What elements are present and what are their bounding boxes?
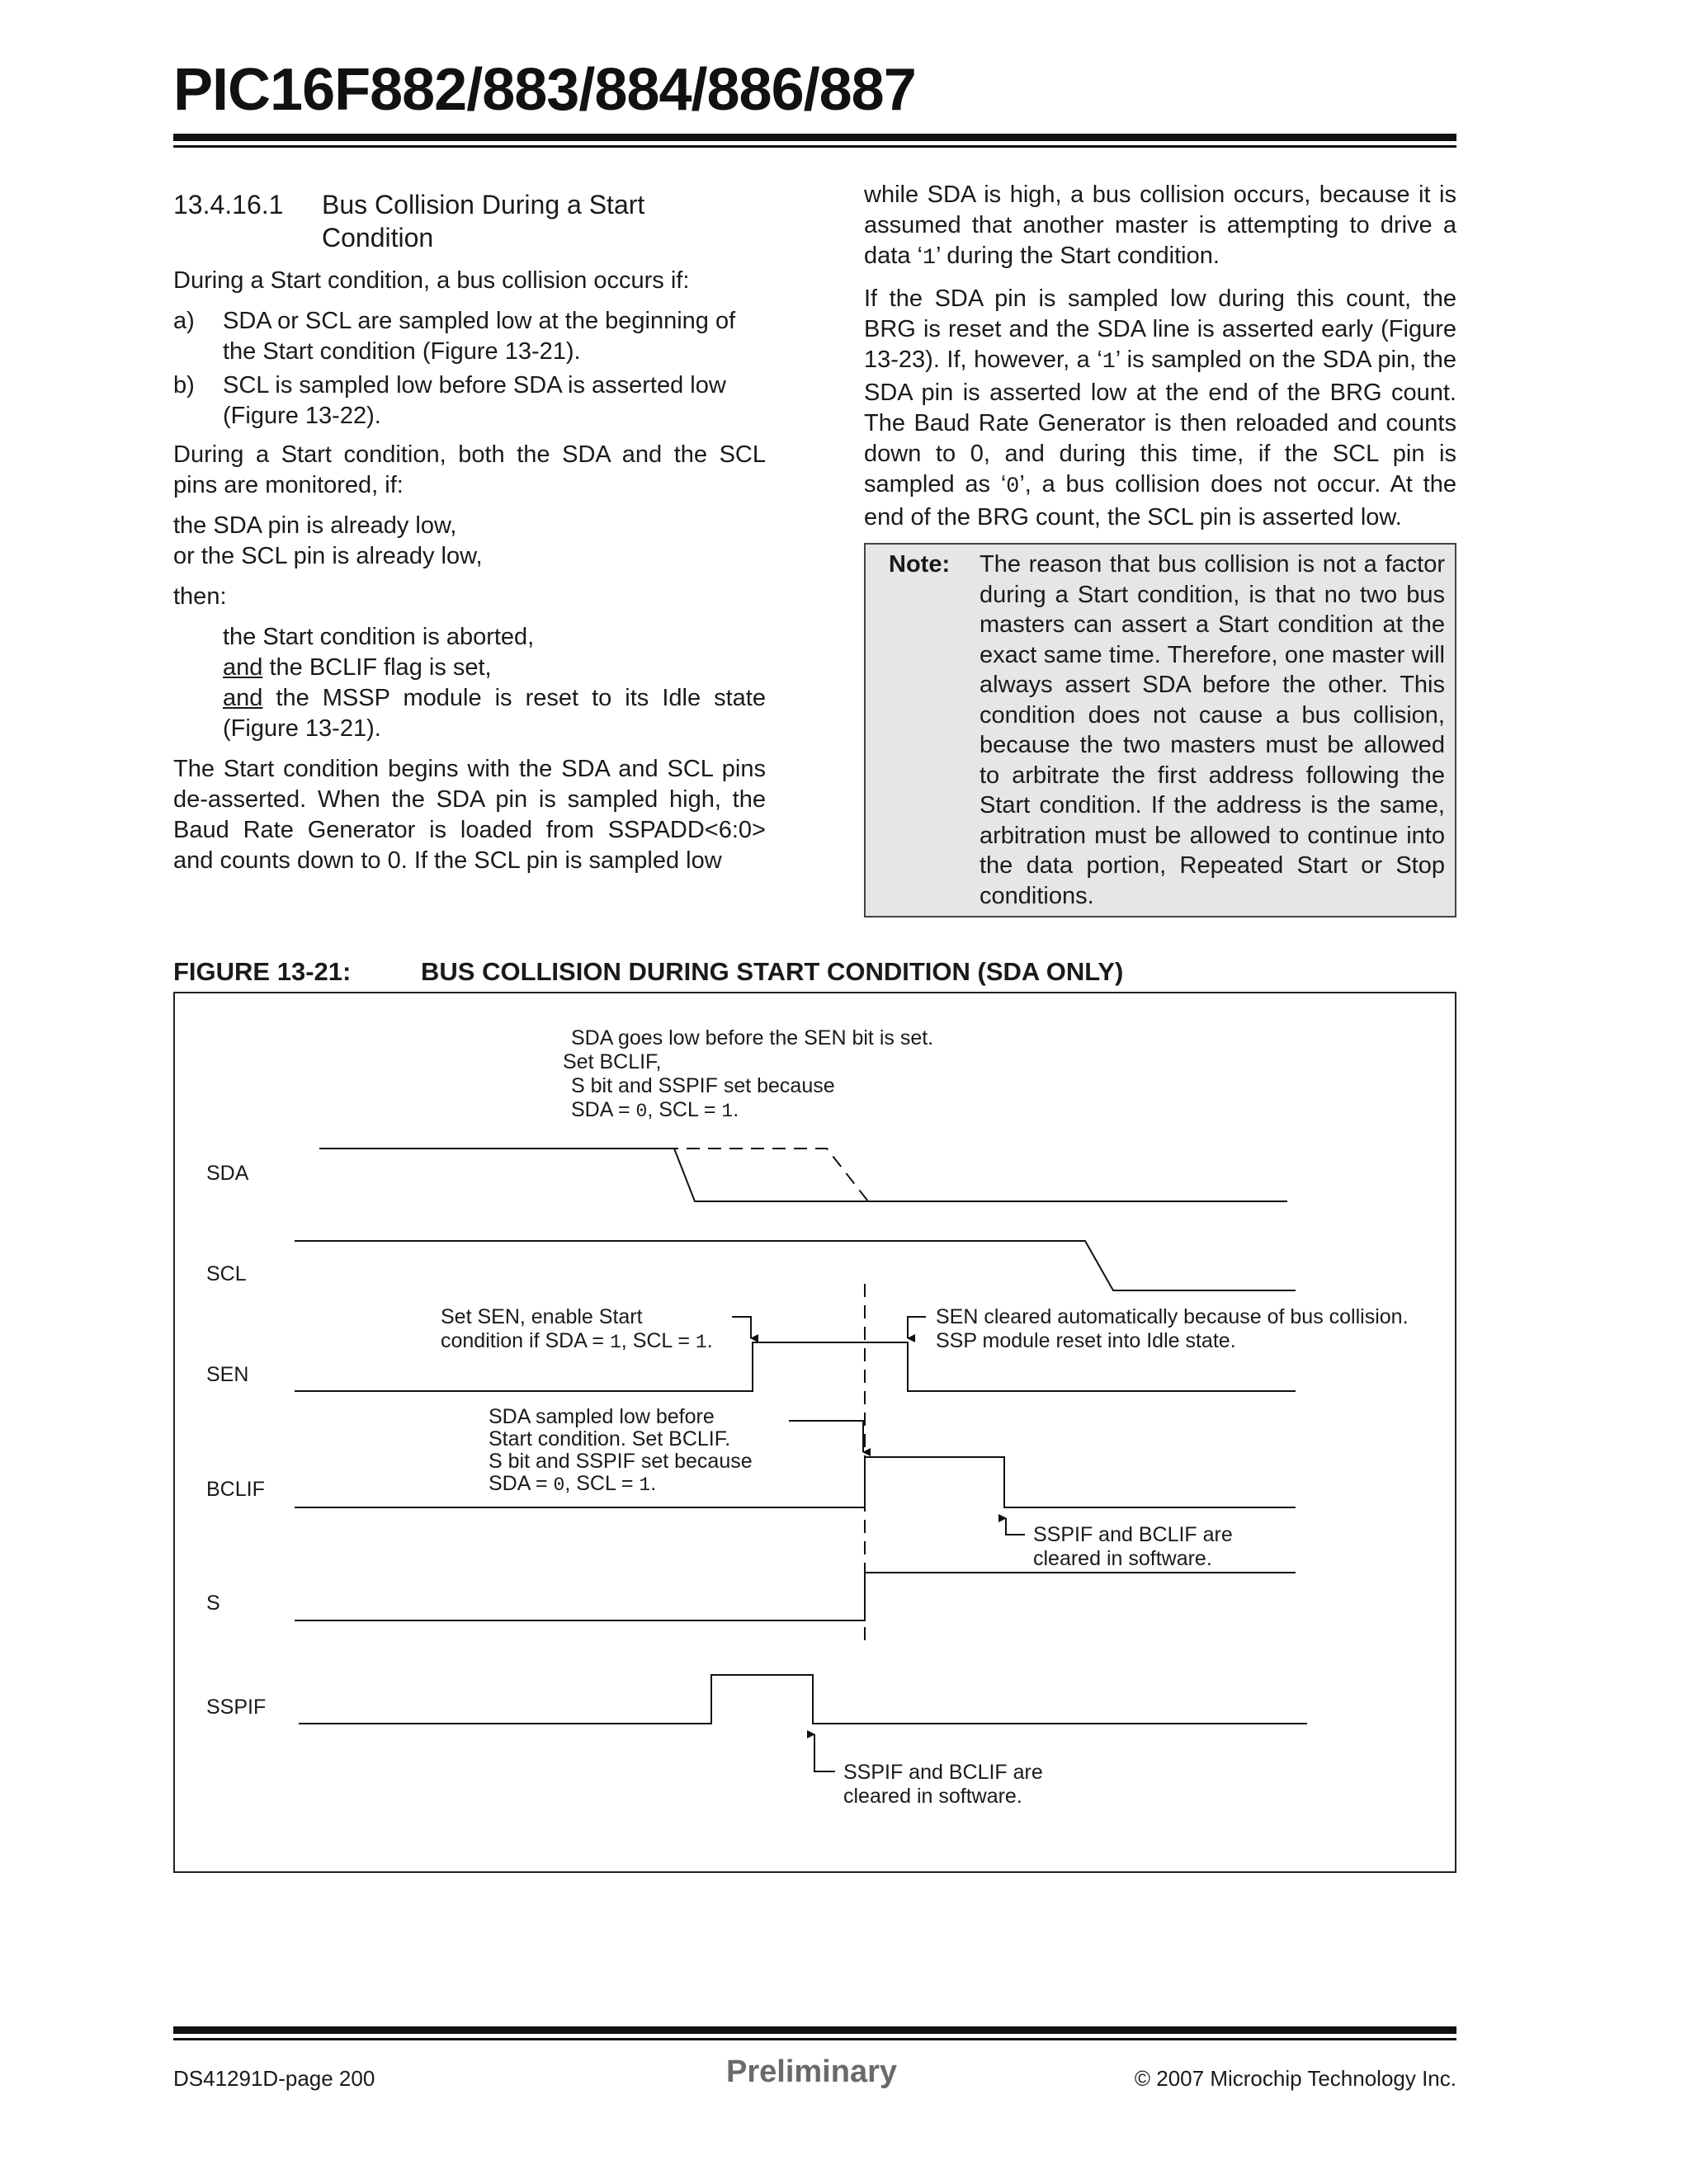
note-box xyxy=(864,543,1456,917)
text-run: ’ during the Start condition. xyxy=(935,243,1220,269)
s-waveform xyxy=(295,1573,1296,1620)
and-word: and xyxy=(223,654,263,681)
annotation-set-sen xyxy=(441,1305,713,1355)
section-title-line1: Bus Collision During a Start xyxy=(322,190,645,219)
timing-diagram-svg xyxy=(175,993,1458,1875)
annotation-line: cleared in software. xyxy=(843,1785,1022,1808)
annotation-line: SSP module reset into Idle state. xyxy=(936,1329,1236,1352)
annotation-line: Set SEN, enable Start xyxy=(441,1305,643,1328)
annotation-line: SSPIF and BCLIF are xyxy=(1033,1523,1233,1546)
code-value: 1 xyxy=(922,246,936,271)
annotation-line: S bit and SSPIF set because xyxy=(489,1450,753,1473)
monitor-paragraph: During a Start condition, both the SDA and the SCL pins are monitored, if: xyxy=(173,441,766,498)
annotation-line: Start condition. Set BCLIF. xyxy=(489,1427,731,1450)
result-paragraph xyxy=(223,622,766,744)
text-run: ’, a bus collision does not occur. At the end of the BRG count, the SCL pin is asserted low. xyxy=(864,471,1456,531)
result-line2: the BCLIF flag is set, xyxy=(262,654,492,681)
figure-caption xyxy=(173,957,1123,987)
note-label: Note: xyxy=(889,551,951,578)
note-text: The reason that bus collision is not a factor during a Start condition, is that no two bus masters can assert a Start condition at the exact same time. Therefore, one master will always assert SDA before the other. This condition does not cause a bus collision, because the two masters must be allowed to arbitrate the first address following the Start condition. If the address is the same, arbitration must be allowed to continue into the data portion, Repeated Start or Stop conditions. xyxy=(980,551,1445,909)
annotation-line: cleared in software. xyxy=(1033,1547,1212,1570)
code-value: 1 xyxy=(1102,350,1116,375)
annotation-line: SDA = 0, SCL = 1. xyxy=(571,1098,739,1122)
signal-label-sen: SEN xyxy=(206,1363,249,1386)
condition-paragraph xyxy=(173,511,766,572)
intro-paragraph: During a Start condition, a bus collision occurs if: xyxy=(173,267,690,294)
result-line3: the MSSP module is reset to its Idle state (Figure 13-21). xyxy=(223,685,766,742)
figure-title: BUS COLLISION DURING START CONDITION (SDA ONLY) xyxy=(421,957,1124,986)
signal-label-sda: SDA xyxy=(206,1162,249,1185)
annotation-line: SDA = 0, SCL = 1. xyxy=(489,1472,657,1496)
list-marker: a) xyxy=(173,308,195,334)
sen-cleared-arrow xyxy=(908,1317,926,1338)
signal-label-sspif: SSPIF xyxy=(206,1696,267,1719)
header-rule-thin xyxy=(173,145,1456,148)
page-number: DS41291D-page 200 xyxy=(173,2066,375,2091)
sda-dashed-waveform xyxy=(579,1149,868,1201)
copyright: © 2007 Microchip Technology Inc. xyxy=(1134,2066,1456,2091)
brg-paragraph xyxy=(864,284,1456,533)
condition-line2: or the SCL pin is already low, xyxy=(173,543,483,569)
and-word: and xyxy=(223,685,263,711)
annotation-sda-sampled-low xyxy=(489,1406,753,1497)
section-title-line2: Condition xyxy=(322,223,434,252)
bclif-waveform xyxy=(295,1457,1296,1507)
list-text: SDA or SCL are sampled low at the beginning of the Start condition (Figure 13-21). xyxy=(223,308,736,365)
annotation-line: S bit and SSPIF set because xyxy=(571,1074,835,1097)
condition-line1: the SDA pin is already low, xyxy=(173,512,457,539)
annotation-cleared-sspif xyxy=(843,1761,1043,1809)
list-item xyxy=(173,370,766,432)
annotation-line: SDA goes low before the SEN bit is set. xyxy=(571,1026,934,1050)
continuation-paragraph xyxy=(864,180,1456,274)
list-text: SCL is sampled low before SDA is asserted low (Figure 13-22). xyxy=(223,372,726,429)
left-column xyxy=(173,188,766,886)
sda-waveform xyxy=(319,1149,1287,1201)
footer-rule-thick xyxy=(173,2026,1456,2034)
annotation-sda-low xyxy=(563,1026,933,1124)
section-title xyxy=(322,188,644,254)
code-value: 0 xyxy=(1006,474,1020,499)
annotation-line: SEN cleared automatically because of bus collision. xyxy=(936,1305,1409,1328)
start-condition-paragraph: The Start condition begins with the SDA and SCL pins de-asserted. When the SDA pin is sampled high, the Baud Rate Generator is loaded from SSPADD<6:0> and counts down to 0. If the SCL pin is sampled low xyxy=(173,756,766,874)
timing-diagram xyxy=(173,992,1456,1873)
scl-waveform xyxy=(295,1241,1296,1290)
text-run: while SDA is high, a bus collision occurs, because it is assumed that another master is attempting to drive a data ‘ xyxy=(864,182,1456,269)
sampled-low-arrow xyxy=(789,1421,863,1452)
set-sen-arrow xyxy=(732,1317,751,1338)
text-run: ’ is sampled on the SDA pin, the SDA pin is asserted low at the end of the BRG count. The Baud Rate Generator is then reloaded and counts down to 0, and during this time, if the SCL pin is sampled as ‘ xyxy=(864,347,1456,498)
preliminary-label: Preliminary xyxy=(726,2054,897,2089)
list-item xyxy=(173,306,766,367)
then-paragraph: then: xyxy=(173,583,227,610)
text-run: If the SDA pin is sampled low during this count, the BRG is reset and the SDA line is asserted early (Figure 13-23). If, however, a ‘ xyxy=(864,285,1456,373)
annotation-cleared-bclif xyxy=(1033,1523,1233,1571)
clear-arrow-2 xyxy=(814,1734,835,1771)
figure-number: FIGURE 13-21: xyxy=(173,957,352,986)
result-line1: the Start condition is aborted, xyxy=(223,624,535,650)
annotation-line: SDA sampled low before xyxy=(489,1405,715,1428)
sspif-waveform xyxy=(299,1675,1307,1724)
right-column xyxy=(864,180,1456,917)
annotation-sen-cleared xyxy=(936,1305,1409,1353)
signal-label-scl: SCL xyxy=(206,1262,247,1285)
annotation-line: Set BCLIF, xyxy=(563,1050,662,1073)
section-heading xyxy=(173,188,766,254)
list-marker: b) xyxy=(173,372,195,399)
page-title: PIC16F882/883/884/886/887 xyxy=(173,57,916,123)
annotation-line: SSPIF and BCLIF are xyxy=(843,1761,1043,1784)
signal-label-s: S xyxy=(206,1592,220,1615)
header-rule-thick xyxy=(173,134,1456,141)
collision-conditions-list xyxy=(173,306,766,432)
signal-label-bclif: BCLIF xyxy=(206,1478,265,1501)
annotation-line: condition if SDA = 1, SCL = 1. xyxy=(441,1329,713,1353)
footer-rule-thin xyxy=(173,2038,1456,2040)
section-number: 13.4.16.1 xyxy=(173,190,284,219)
clear-arrow-1 xyxy=(1006,1518,1025,1535)
